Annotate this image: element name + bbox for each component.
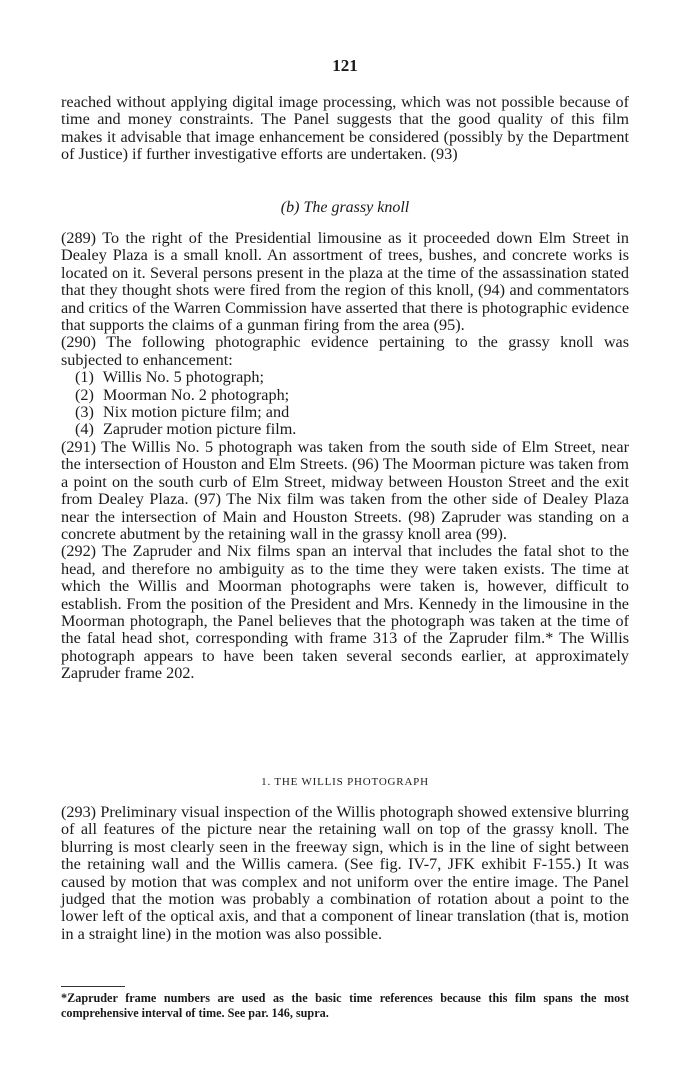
paragraph-291: (291) The Willis No. 5 photograph was taken from the south side of Elm Street, near the intersection of Houston and Elm Streets. (96) The Moorman picture was taken from a point on the south curb of Elm Street, midway between Houston Street and the exit from Dealey Plaza. (97) The Nix film was taken from the other side of Dealey Plaza near the intersection of Main and Houston Streets. (98) Zapruder was standing on a concrete abutment by the retaining wall in the grassy knoll area (99). [61,437,629,543]
list-item: (4) Zapruder motion picture film. [75,420,297,439]
paragraph-290: (290) The following photographic evidence pertaining to the grassy knoll was subjected to enhancement: [61,333,629,369]
footnote: *Zapruder frame numbers are used as the basic time references because this film spans the most comprehensive interval of time. See par. 146, supra. [61,991,629,1020]
list-item: (3) Nix motion picture film; and [75,403,290,422]
section-heading-willis: 1. THE WILLIS PHOTOGRAPH [261,776,429,788]
paragraph-intro: reached without applying digital image processing, which was not possible because of time and money constraints. The Panel suggests that the good quality of this film makes it advisable that image enhancement be considered (possibly by the Department of Justice) if further investigative efforts are undertaken. (93) [61,93,629,164]
list-item: (1) Willis No. 5 photograph; [75,368,264,387]
body-block-293 [61,804,629,943]
list-item: (2) Moorman No. 2 photograph; [75,385,290,404]
page-number: 121 [332,56,358,75]
paragraph-293: (293) Preliminary visual inspection of the Willis photograph showed extensive blurring of all features of the picture near the retaining wall on top of the grassy knoll. The blurring is most clearly seen in the freeway sign, which is in the line of sight between the retaining wall and the Willis camera. (See fig. IV-7, JFK exhibit F-155.) It was caused by motion that was complex and not uniform over the entire image. The Panel judged that the motion was probably a combination of rotation about a point to the lower left of the optical axis, and that a component of linear translation (that is, motion in a straight line) in the motion was also possible. [61,803,629,943]
paragraph-292: (292) The Zapruder and Nix films span an interval that includes the fatal shot to the head, and therefore no ambiguity as to the time they were taken exists. The time at which the Willis and Moorman photographs were taken is, however, difficult to establish. From the position of the President and Mrs. Kennedy in the limousine in the Moorman photograph, the Panel believes that the photograph was taken at the time of the fatal head shot, corresponding with frame 313 of the Zapruder film.* The Willis photograph appears to have been taken several seconds earlier, at approximately Zapruder frame 202. [61,542,629,683]
subsection-heading-grassy-knoll: (b) The grassy knoll [280,199,410,216]
paragraph-289: (289) To the right of the Presidential limousine as it proceeded down Elm Street in Dealey Plaza is a small knoll. An assortment of trees, bushes, and concrete works is located on it. Several persons present in the plaza at the time of the assassination stated that they thought shots were fired from the region of this knoll, (94) and commentators and critics of the Warren Commission have asserted that there is photographic evidence that supports the claims of a gunman firing from the area (95). [61,229,629,335]
footnote-divider [61,986,125,987]
body-block-main [61,230,629,683]
evidence-list [61,369,629,439]
body-block-intro [61,94,629,164]
